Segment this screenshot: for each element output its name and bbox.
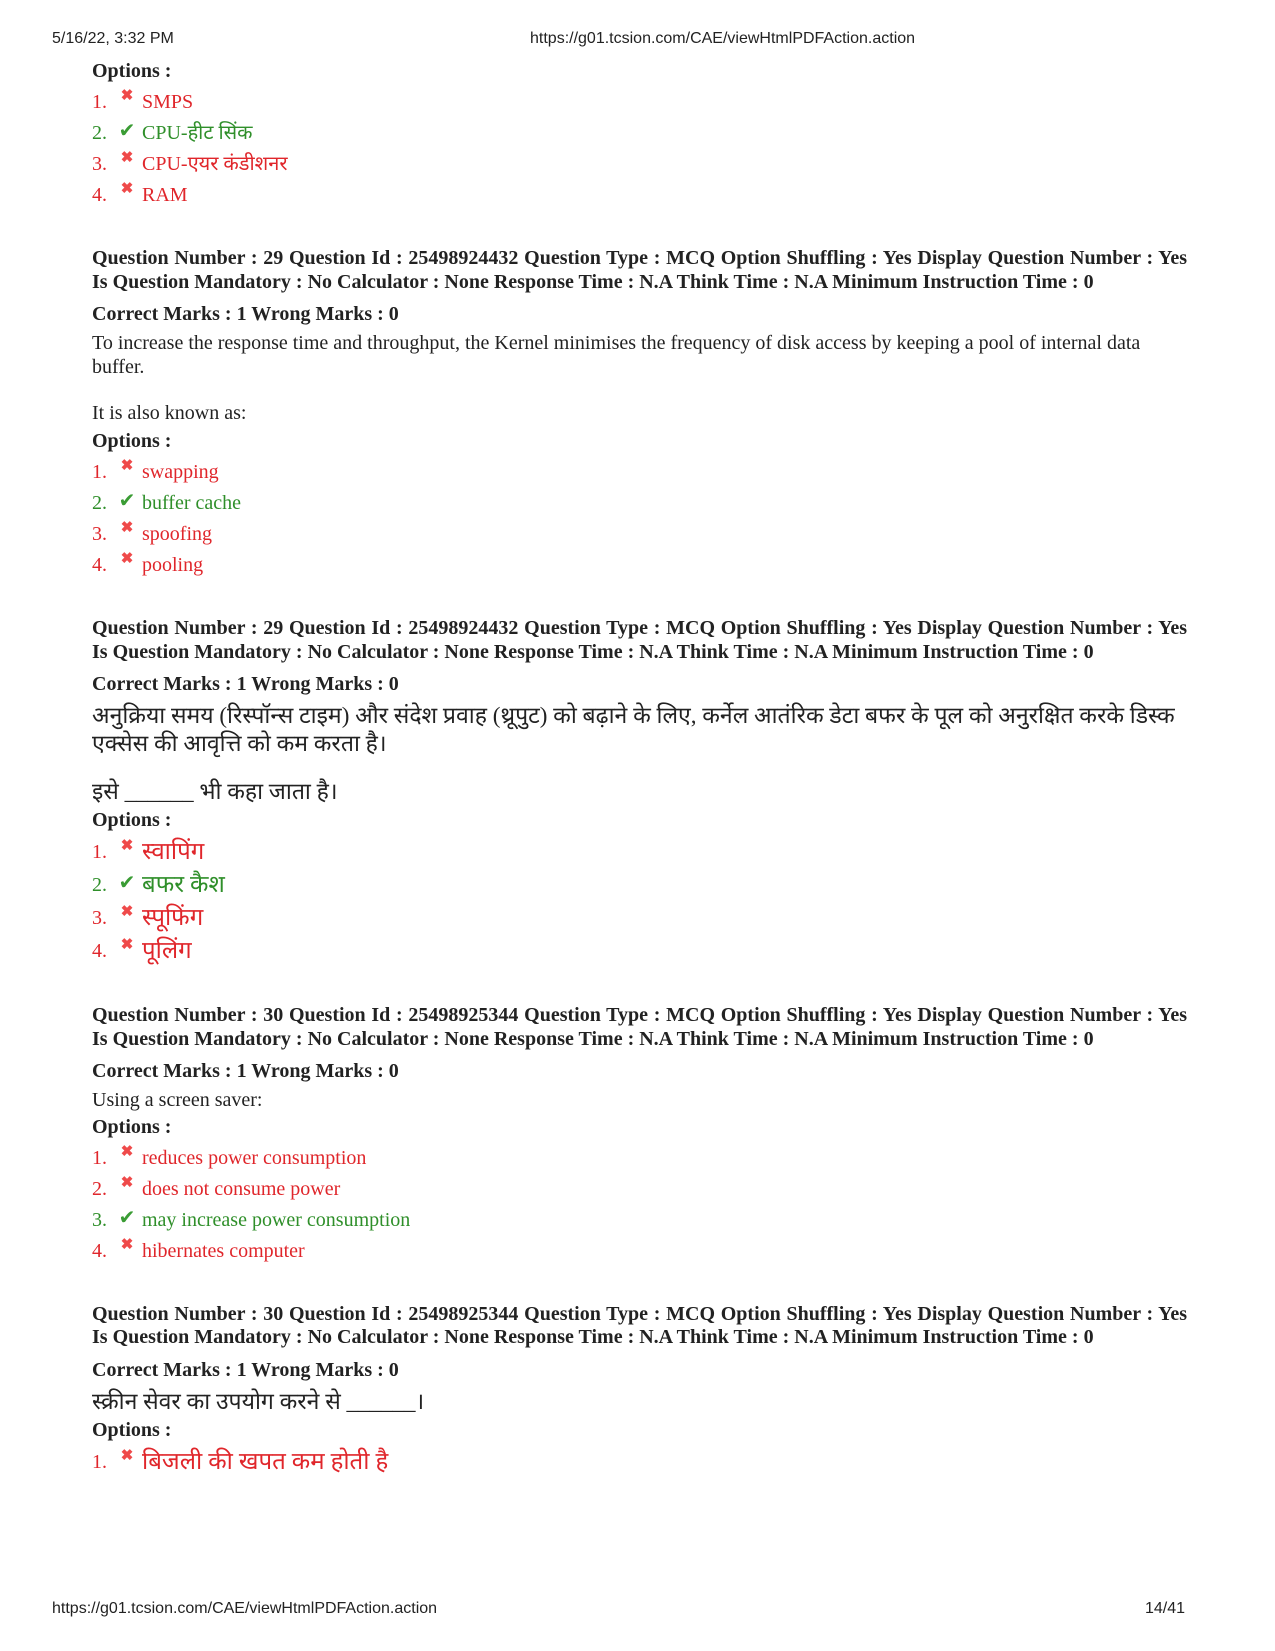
option-item: [92, 87, 1187, 118]
option-item: [92, 935, 1187, 968]
question-marks: Correct Marks : 1 Wrong Marks : 0: [92, 1060, 399, 1082]
options-label: Options :: [92, 809, 172, 831]
option-item: [92, 1205, 1187, 1236]
option-item: [92, 1143, 1187, 1174]
option-item: [92, 488, 1187, 519]
question-text: To increase the response time and throughput, the Kernel minimises the frequency of disk access by keeping a pool of internal data buffer.: [92, 332, 1141, 378]
option-item: [92, 1446, 1187, 1479]
question-text: स्क्रीन सेवर का उपयोग करने से ______।: [92, 1388, 425, 1414]
question-block: [92, 1004, 1187, 1267]
check-icon: ✔: [118, 490, 136, 512]
question-text: अनुक्रिया समय (रिस्पॉन्स टाइम) और संदेश प्रवाह (थ्रूपुट) को बढ़ाने के लिए, कर्नेल आतंरिक डेटा बफर के पूल को अनुरक्षित करके डिस्क एक्सेस की आवृत्ति को कम करता है।: [92, 703, 1175, 756]
print-datetime: 5/16/22, 3:32 PM: [52, 30, 174, 47]
option-item: [92, 836, 1187, 869]
options-label: Options :: [92, 1115, 172, 1138]
question-marks: Correct Marks : 1 Wrong Marks : 0: [92, 673, 399, 695]
options-list: [92, 87, 1187, 211]
cross-icon: ✖: [120, 937, 134, 953]
option-text: स्पूफिंग: [142, 905, 204, 931]
cross-icon: ✖: [120, 1447, 134, 1464]
options-label: Options :: [92, 60, 172, 82]
check-icon: ✔: [118, 1206, 136, 1229]
option-number: 1.: [92, 841, 107, 863]
check-icon: ✔: [118, 872, 136, 894]
question-meta: Question Number : 29 Question Id : 25498924432 Question Type : MCQ Option Shuffling : Yes Display Question Number : Yes Is Question Mandatory : No Calculator : None Response Time : N.A Think Time : N.A Minimum Instruction Time : 0: [92, 247, 1187, 293]
option-number: 3.: [92, 907, 107, 929]
option-item: [92, 519, 1187, 550]
option-text: बफर कैश: [142, 872, 225, 898]
option-number: 4.: [92, 940, 107, 962]
question-block: [92, 1303, 1187, 1479]
page-number: 14/41: [1144, 1600, 1185, 1617]
option-text: CPU-हीट सिंक: [142, 122, 253, 144]
option-item: [92, 180, 1187, 211]
option-text: buffer cache: [142, 492, 242, 514]
cross-icon: ✖: [120, 838, 134, 854]
cross-icon: ✖: [120, 88, 134, 104]
cross-icon: ✖: [120, 1236, 134, 1253]
option-text: spoofing: [142, 523, 212, 545]
option-item: [92, 1236, 1187, 1267]
options-list: [92, 1143, 1187, 1267]
option-number: 4.: [92, 1239, 107, 1262]
option-number: 1.: [92, 1146, 107, 1169]
question-subtext: इसे ______ भी कहा जाता है।: [92, 779, 338, 804]
option-item: [92, 457, 1187, 488]
option-number: 3.: [92, 523, 107, 545]
option-number: 1.: [92, 91, 107, 113]
option-item: [92, 902, 1187, 935]
question-text: Using a screen saver:: [92, 1089, 263, 1111]
question-meta: Question Number : 30 Question Id : 25498925344 Question Type : MCQ Option Shuffling : Yes Display Question Number : Yes Is Question Mandatory : No Calculator : None Response Time : N.A Think Time : N.A Minimum Instruction Time : 0: [92, 1302, 1187, 1348]
cross-icon: ✖: [120, 181, 134, 197]
option-text: reduces power consumption: [142, 1146, 367, 1169]
option-text: CPU-एयर कंडीशनर: [142, 153, 288, 175]
option-item: [92, 550, 1187, 581]
option-number: 2.: [92, 492, 107, 514]
option-text: hibernates computer: [142, 1239, 305, 1262]
cross-icon: ✖: [120, 551, 134, 567]
cross-icon: ✖: [120, 904, 134, 920]
question-marks: Correct Marks : 1 Wrong Marks : 0: [92, 1358, 399, 1381]
option-item: [92, 1174, 1187, 1205]
question-subtext: It is also known as:: [92, 402, 247, 424]
cross-icon: ✖: [120, 150, 134, 166]
option-number: 3.: [92, 1208, 107, 1231]
question-marks: Correct Marks : 1 Wrong Marks : 0: [92, 303, 399, 325]
option-item: [92, 869, 1187, 902]
option-number: 2.: [92, 122, 107, 144]
option-number: 4.: [92, 554, 107, 576]
option-text: swapping: [142, 461, 219, 483]
option-number: 3.: [92, 153, 107, 175]
check-icon: ✔: [118, 120, 136, 142]
option-text: SMPS: [142, 91, 194, 113]
option-number: 4.: [92, 184, 107, 206]
options-list: [92, 1446, 1187, 1479]
question-meta: Question Number : 29 Question Id : 25498924432 Question Type : MCQ Option Shuffling : Yes Display Question Number : Yes Is Question Mandatory : No Calculator : None Response Time : N.A Think Time : N.A Minimum Instruction Time : 0: [92, 617, 1187, 663]
cross-icon: ✖: [120, 1143, 134, 1160]
option-text: स्वापिंग: [142, 839, 205, 865]
question-block: [92, 617, 1187, 968]
options-list: [92, 836, 1187, 968]
question-meta: Question Number : 30 Question Id : 25498925344 Question Type : MCQ Option Shuffling : Yes Display Question Number : Yes Is Question Mandatory : No Calculator : None Response Time : N.A Think Time : N.A Minimum Instruction Time : 0: [92, 1004, 1187, 1050]
print-header-url: https://g01.tcsion.com/CAE/viewHtmlPDFAction.action: [530, 30, 916, 47]
option-number: 2.: [92, 1177, 107, 1200]
options-label: Options :: [92, 430, 172, 452]
cross-icon: ✖: [120, 520, 134, 536]
option-number: 1.: [92, 1450, 107, 1473]
cross-icon: ✖: [120, 458, 134, 474]
options-label: Options :: [92, 1418, 172, 1441]
option-number: 1.: [92, 461, 107, 483]
option-item: [92, 149, 1187, 180]
option-item: [92, 118, 1187, 149]
option-text: RAM: [142, 184, 188, 206]
page-content: [92, 57, 1187, 1479]
question-block: [92, 247, 1187, 581]
options-list: [92, 457, 1187, 581]
option-number: 2.: [92, 874, 107, 896]
option-text: पूलिंग: [142, 938, 192, 964]
option-text: बिजली की खपत कम होती है: [142, 1448, 389, 1475]
option-text: pooling: [142, 554, 204, 576]
option-text: does not consume power: [142, 1177, 341, 1200]
cross-icon: ✖: [120, 1174, 134, 1191]
option-text: may increase power consumption: [142, 1208, 411, 1231]
print-footer-url: https://g01.tcsion.com/CAE/viewHtmlPDFAction.action: [52, 1600, 438, 1617]
